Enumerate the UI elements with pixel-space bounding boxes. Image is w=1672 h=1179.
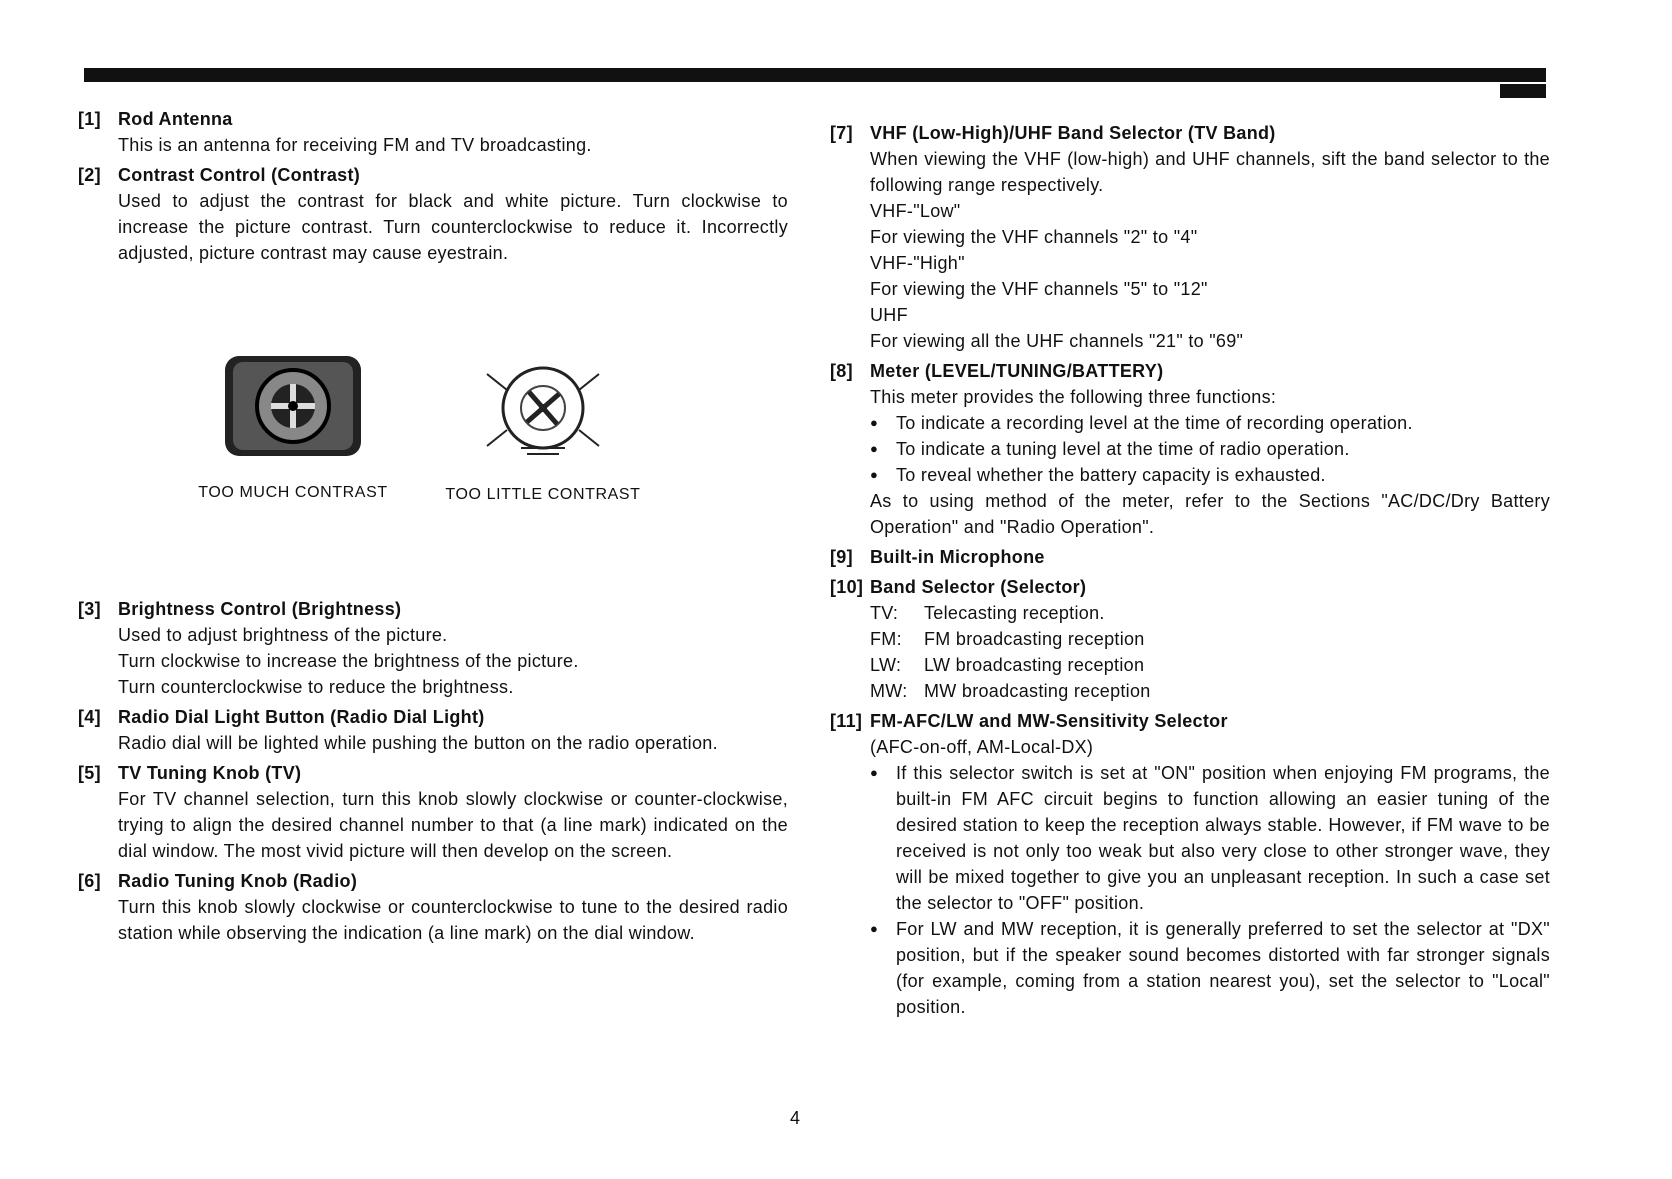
item-contrast-control [78, 162, 788, 266]
item-text: This meter provides the following three functions: [870, 387, 1277, 407]
left-column [78, 106, 788, 950]
band-row-fm [870, 626, 1550, 652]
item-number: [6] [78, 871, 101, 891]
band-text: Telecasting reception. [924, 603, 1105, 623]
item-number: [10] [830, 577, 864, 597]
item-number: [3] [78, 599, 101, 619]
item-title: VHF (Low-High)/UHF Band Selector (TV Band) [870, 123, 1276, 143]
item-number: [7] [830, 123, 853, 143]
item-text: Radio dial will be lighted while pushing the button on the radio operation. [118, 733, 718, 753]
item-title: Band Selector (Selector) [870, 577, 1087, 597]
item-title: Brightness Control (Brightness) [118, 599, 402, 619]
item-radio-dial-light [78, 704, 788, 756]
item-title: Contrast Control (Contrast) [118, 165, 361, 185]
item-text-line: Used to adjust brightness of the picture. [118, 625, 448, 645]
item-title: Built-in Microphone [870, 547, 1045, 567]
item-title: TV Tuning Knob (TV) [118, 763, 302, 783]
right-column [830, 120, 1550, 1024]
item-built-in-microphone [830, 544, 1550, 570]
band-row-mw [870, 678, 1550, 704]
figure-too-little-contrast [428, 356, 658, 508]
item-text-line: VHF-"Low" [870, 201, 961, 221]
item-brightness-control [78, 596, 788, 700]
band-text: MW broadcasting reception [924, 681, 1151, 701]
band-code: FM: [870, 629, 902, 649]
item-number: [1] [78, 109, 101, 129]
item-title: Radio Tuning Knob (Radio) [118, 871, 358, 891]
header-rule [84, 68, 1546, 82]
item-text-line: UHF [870, 305, 908, 325]
item-radio-tuning-knob [78, 868, 788, 946]
item-title: Meter (LEVEL/TUNING/BATTERY) [870, 361, 1164, 381]
item-rod-antenna [78, 106, 788, 158]
band-text: FM broadcasting reception [924, 629, 1145, 649]
item-text-line: VHF-"High" [870, 253, 965, 273]
item-number: [9] [830, 547, 853, 567]
item-band-selector [830, 574, 1550, 704]
item-band-selector-tv [830, 120, 1550, 354]
tv-screen-high-contrast-image [223, 354, 363, 458]
item-afc-sensitivity-selector [830, 708, 1550, 1020]
item-text: When viewing the VHF (low-high) and UHF channels, sift the band selector to the following range respectively. [870, 149, 1550, 195]
item-title: FM-AFC/LW and MW-Sensitivity Selector [870, 711, 1228, 731]
band-code: MW: [870, 681, 908, 701]
bullet-item: ● To indicate a tuning level at the time of radio operation. [870, 436, 1550, 462]
item-tv-tuning-knob [78, 760, 788, 864]
contrast-figures [78, 306, 788, 596]
item-number: [11] [830, 711, 863, 731]
item-meter [830, 358, 1550, 540]
figure-caption: TOO LITTLE CONTRAST [445, 486, 641, 503]
band-text: LW broadcasting reception [924, 655, 1145, 675]
bullet-item: ● For LW and MW reception, it is generally preferred to set the selector at "DX" position, but if the speaker sound becomes distorted with far stronger signals (for example, coming from a station nearest you), set the selector to "Local" position. [870, 916, 1550, 1020]
item-text: For TV channel selection, turn this knob slowly clockwise or counter-clockwise, trying to align the desired channel number to that (a line mark) indicated on the dial window. The most vivid picture will then develop on the screen. [118, 789, 788, 861]
bullet-item: ● If this selector switch is set at "ON" position when enjoying FM programs, the built-in FM AFC circuit begins to function allowing an easier tuning of the desired station to keep the reception always stable. However, if FM wave to be received is not only too weak but also very close to other stronger wave, they will be mixed together to give you an unpleasant reception. In such a case set the selector to "OFF" position. [870, 760, 1550, 916]
item-title: Radio Dial Light Button (Radio Dial Light) [118, 707, 485, 727]
band-row-tv [870, 600, 1550, 626]
item-text: Turn this knob slowly clockwise or counterclockwise to tune to the desired radio station while observing the indication (a line mark) on the dial window. [118, 897, 788, 943]
item-text: This is an antenna for receiving FM and TV broadcasting. [118, 135, 592, 155]
band-code: LW: [870, 655, 902, 675]
bullet-item: ● To reveal whether the battery capacity is exhausted. [870, 462, 1550, 488]
item-text-line: Turn counterclockwise to reduce the brightness. [118, 677, 514, 697]
item-subtitle: (AFC-on-off, AM-Local-DX) [870, 737, 1094, 757]
band-row-lw [870, 652, 1550, 678]
header-rule-tab [1500, 84, 1546, 98]
page-number: 4 [790, 1108, 801, 1128]
item-text: As to using method of the meter, refer to the Sections "AC/DC/Dry Battery Operation" and "Radio Operation". [870, 491, 1550, 537]
item-text-line: For viewing all the UHF channels "21" to "69" [870, 331, 1244, 351]
item-title: Rod Antenna [118, 109, 233, 129]
tv-screen-low-contrast-image [473, 356, 613, 460]
item-text-line: Turn clockwise to increase the brightness of the picture. [118, 651, 579, 671]
figure-too-much-contrast [188, 354, 398, 506]
bullet-item: ● To indicate a recording level at the time of recording operation. [870, 410, 1550, 436]
item-number: [4] [78, 707, 101, 727]
item-number: [5] [78, 763, 101, 783]
item-number: [8] [830, 361, 853, 381]
item-text: Used to adjust the contrast for black and white picture. Turn clockwise to increase the picture contrast. Turn counterclockwise to reduce it. Incorrectly adjusted, picture contrast may cause eyestrain. [118, 191, 788, 263]
item-number: [2] [78, 165, 101, 185]
item-text-line: For viewing the VHF channels "5" to "12" [870, 279, 1208, 299]
item-text-line: For viewing the VHF channels "2" to "4" [870, 227, 1198, 247]
band-code: TV: [870, 603, 899, 623]
figure-caption: TOO MUCH CONTRAST [198, 484, 388, 501]
